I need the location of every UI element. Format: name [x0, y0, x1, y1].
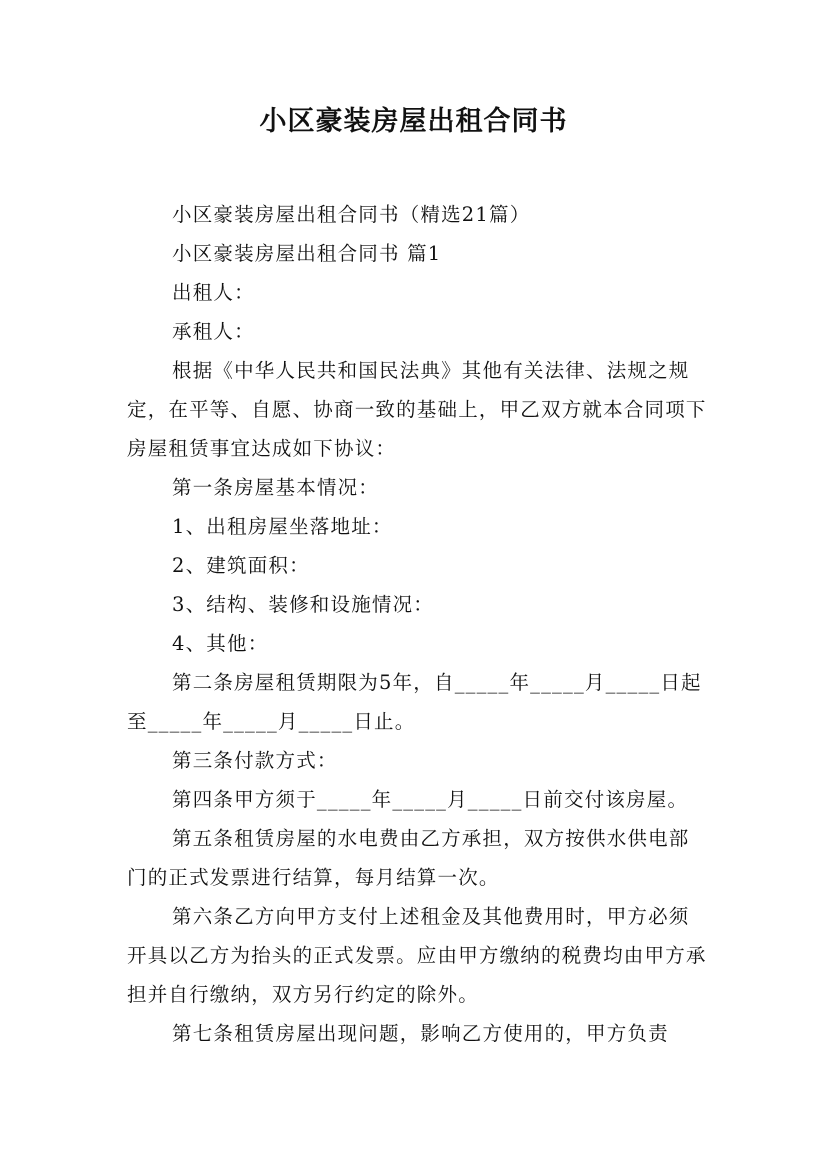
- paragraph-item-4: 4、其他：: [172, 632, 269, 655]
- paragraph-item-1: 1、出租房屋坐落地址：: [172, 515, 393, 538]
- paragraph-article-4: 第四条甲方须于_____年_____月_____日前交付该房屋。: [172, 788, 689, 811]
- paragraph-preamble: 根据《中华人民共和国民法典》其他有关法律、法规之规定，在平等、自愿、协商一致的基础上，甲乙双方就本合同项下房屋租赁事宜达成如下协议：: [127, 359, 707, 460]
- paragraph-article-1: 第一条房屋基本情况：: [172, 476, 380, 499]
- paragraph-article-3: 第三条付款方式：: [172, 749, 338, 772]
- paragraph-lessee: 承租人：: [172, 320, 255, 343]
- paragraph-item-2: 2、建筑面积：: [172, 554, 310, 577]
- paragraph-subtitle: 小区豪装房屋出租合同书（精选21篇）: [172, 203, 531, 226]
- paragraph-section-heading: 小区豪装房屋出租合同书 篇1: [172, 242, 442, 265]
- paragraph-item-3: 3、结构、装修和设施情况：: [172, 593, 435, 616]
- document-title: 小区豪装房屋出租合同书: [259, 106, 568, 137]
- paragraph-article-5: 第五条租赁房屋的水电费由乙方承担，双方按供水供电部门的正式发票进行结算，每月结算一次。: [127, 827, 690, 889]
- paragraph-lessor: 出租人：: [172, 281, 255, 304]
- paragraph-article-7: 第七条租赁房屋出现问题，影响乙方使用的，甲方负责: [172, 1022, 669, 1045]
- paragraph-article-2: 第二条房屋租赁期限为5年，自_____年_____月_____日起至_____年_____月_____日止。: [127, 671, 702, 733]
- document-body: [127, 195, 707, 1053]
- paragraph-article-6: 第六条乙方向甲方支付上述租金及其他费用时，甲方必须开具以乙方为抬头的正式发票。应由甲方缴纳的税费均由甲方承担并自行缴纳，双方另行约定的除外。: [127, 905, 707, 1006]
